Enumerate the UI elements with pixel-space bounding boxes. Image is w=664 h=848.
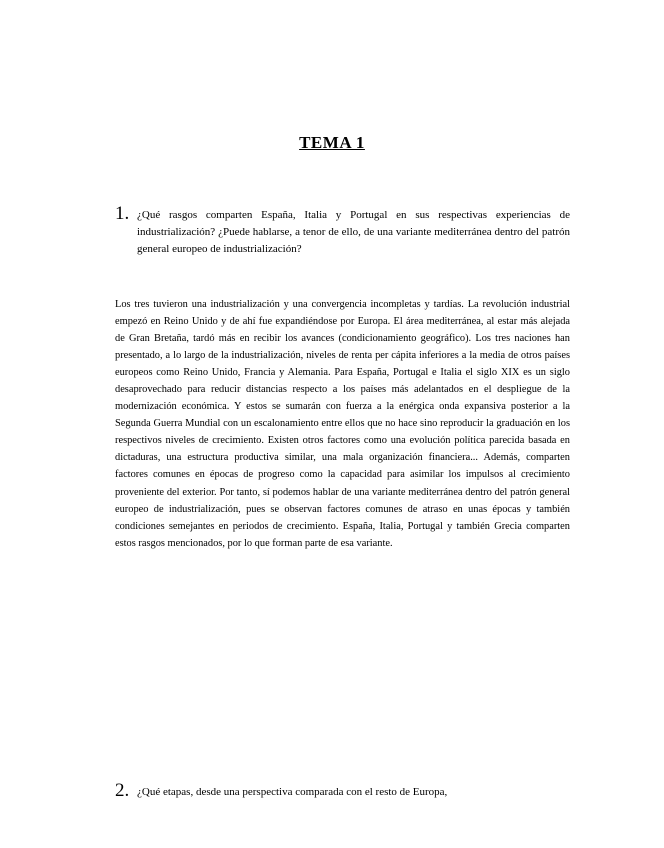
question-2 <box>115 782 570 801</box>
question-2-text: ¿Qué etapas, desde una perspectiva comparada con el resto de Europa, <box>137 786 448 798</box>
question-1-text: ¿Qué rasgos comparten España, Italia y Portugal en sus respectivas experiencias de industrialización? ¿Puede hablarse, a tenor de ello, de una variante mediterránea dentro del patrón general europeo de industrialización? <box>137 209 570 255</box>
question-1-number: 1. <box>115 203 130 224</box>
question-2-number: 2. <box>115 780 130 801</box>
answer-paragraph: Los tres tuvieron una industrialización y una convergencia incompletas y tardías. La revolución industrial empezó en Reino Unido y de ahí fue expandiéndose por Europa. El área mediterránea, al estar más alejada de Gran Bretaña, tardó más en recibir los avances (condicionamiento geográfico). Los tres naciones han presentado, a lo largo de la industrialización, niveles de renta per cápita inferiores a la media de otros países europeos como Reino Unido, Francia y Alemania. Para España, Portugal e Italia el siglo XIX es un siglo desaprovechado para reducir distancias respecto a los países más adelantados en el despliegue de la modernización económica. Y estos se sumarán con fuerza a la enérgica onda expansiva posterior a la Segunda Guerra Mundial con un escalonamiento entre ellos que no hace sino reproducir la graduación en los respectivos niveles de crecimiento. Existen otros factores como una evolución política parecida basada en dictaduras, una estructura productiva similar, una mala organización financiera... Además, comparten factores comunes en épocas de progreso como la capacidad para asimilar los impulsos al crecimiento proveniente del exterior. Por tanto, sí podemos hablar de una variante mediterránea dentro del patrón general europeo de industrialización, pues se observan factores comunes de atraso en unas épocas y también condiciones semejantes en periodos de crecimiento. España, Italia, Portugal y también Grecia comparten estos rasgos mencionados, por lo que forman parte de esa variante. <box>115 299 570 549</box>
page-title: TEMA 1 <box>299 133 365 152</box>
question-1 <box>115 205 570 258</box>
